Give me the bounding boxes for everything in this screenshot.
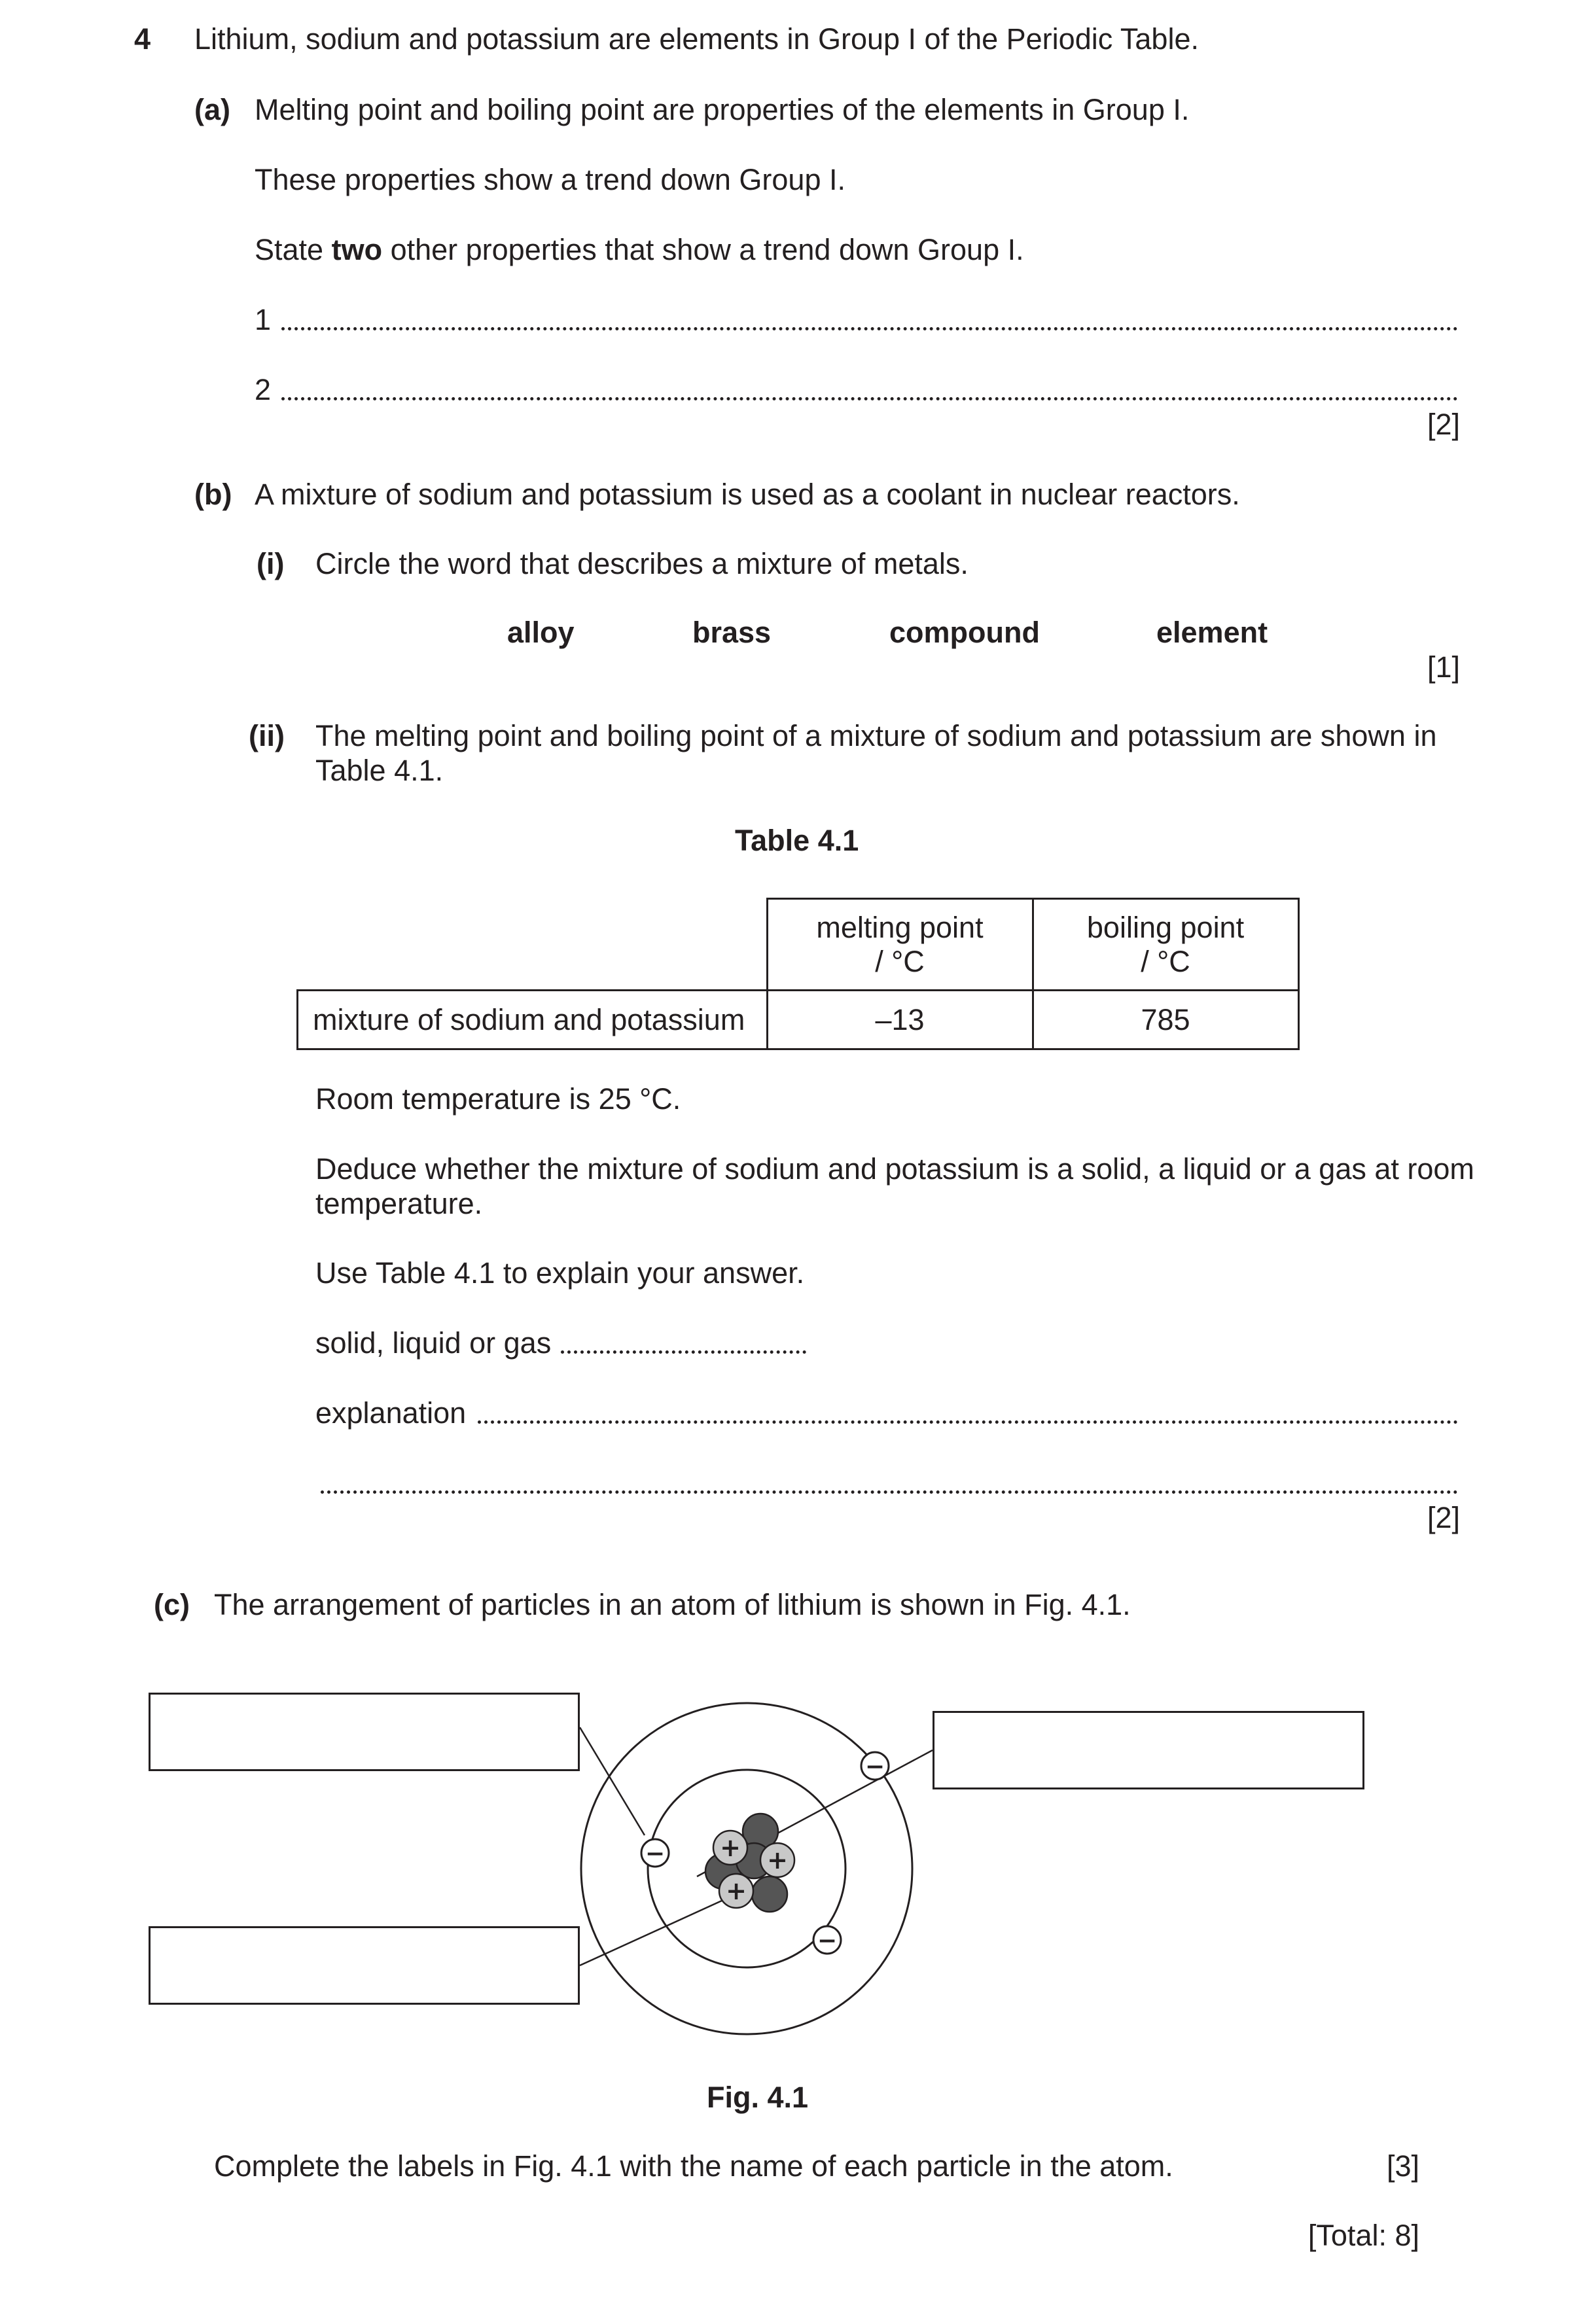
part-b-i-text: Circle the word that describes a mixture of metals.	[315, 547, 969, 580]
part-b-i-marks: [1]	[1427, 650, 1460, 684]
part-b-ii-text-line1: The melting point and boiling point of a mixture of sodium and potassium are shown in	[315, 719, 1437, 752]
answer-number-1: 1	[255, 303, 272, 336]
part-b-ii-label: (ii)	[249, 719, 285, 752]
part-b-stem: A mixture of sodium and potassium is used as a coolant in nuclear reactors.	[255, 478, 1240, 511]
header-melting-line1: melting point	[816, 910, 984, 944]
option-alloy[interactable]: alloy	[507, 616, 575, 649]
part-a-line1: Melting point and boiling point are properties of the elements in Group I.	[255, 93, 1190, 126]
table-title: Table 4.1	[735, 824, 859, 857]
deduce-line1: Deduce whether the mixture of sodium and potassium is a solid, a liquid or a gas at room	[315, 1152, 1474, 1186]
part-c-marks: [3]	[1386, 2149, 1419, 2183]
part-b-label: (b)	[194, 478, 232, 511]
part-b-ii-text-line2: Table 4.1.	[315, 754, 444, 787]
answer-number-2: 2	[255, 373, 272, 406]
header-boiling-line1: boiling point	[1086, 910, 1245, 944]
instruction-before: State	[255, 233, 332, 266]
proton-symbol: +	[726, 1876, 747, 1905]
value-melting-point: –13	[767, 991, 1033, 1049]
figure-caption: Fig. 4.1	[707, 2081, 809, 2114]
electron-symbol: −	[864, 1753, 885, 1780]
proton-symbol: +	[720, 1833, 741, 1862]
leader-line-bottom-left	[580, 1897, 729, 1965]
value-boiling-point: 785	[1033, 991, 1298, 1049]
part-b-i-label: (i)	[257, 547, 285, 580]
instruction-bold: two	[331, 233, 383, 266]
option-element[interactable]: element	[1156, 616, 1268, 649]
header-boiling-line2: / °C	[1141, 944, 1190, 978]
explanation-label: explanation	[315, 1396, 467, 1430]
part-a-line2: These properties show a trend down Group I.	[255, 163, 845, 196]
electron-symbol: −	[817, 1928, 838, 1954]
option-brass[interactable]: brass	[692, 616, 772, 649]
instruction-after: other properties that show a trend down Group I.	[382, 233, 1024, 266]
part-c-text: The arrangement of particles in an atom of lithium is shown in Fig. 4.1.	[214, 1588, 1131, 1621]
row-label: mixture of sodium and potassium	[298, 991, 768, 1049]
state-label: solid, liquid or gas	[315, 1326, 552, 1360]
part-a-marks: [2]	[1427, 408, 1460, 441]
deduce-line2: temperature.	[315, 1187, 483, 1220]
question-number: 4	[134, 22, 151, 56]
part-a-label: (a)	[194, 93, 230, 126]
header-melting-line2: / °C	[875, 944, 925, 978]
part-c-label: (c)	[154, 1588, 190, 1621]
room-temperature: Room temperature is 25 °C.	[315, 1082, 681, 1116]
electron-symbol: −	[645, 1840, 666, 1867]
question-stem: Lithium, sodium and potassium are elements in Group I of the Periodic Table.	[194, 22, 1199, 56]
part-b-ii-marks: [2]	[1427, 1501, 1460, 1534]
part-c-instruction: Complete the labels in Fig. 4.1 with the name of each particle in the atom.	[214, 2149, 1173, 2183]
neutron	[752, 1876, 787, 1912]
option-compound[interactable]: compound	[889, 616, 1040, 649]
use-table: Use Table 4.1 to explain your answer.	[315, 1256, 805, 1290]
total-marks: [Total: 8]	[1307, 2219, 1419, 2252]
proton-symbol: +	[767, 1846, 788, 1875]
